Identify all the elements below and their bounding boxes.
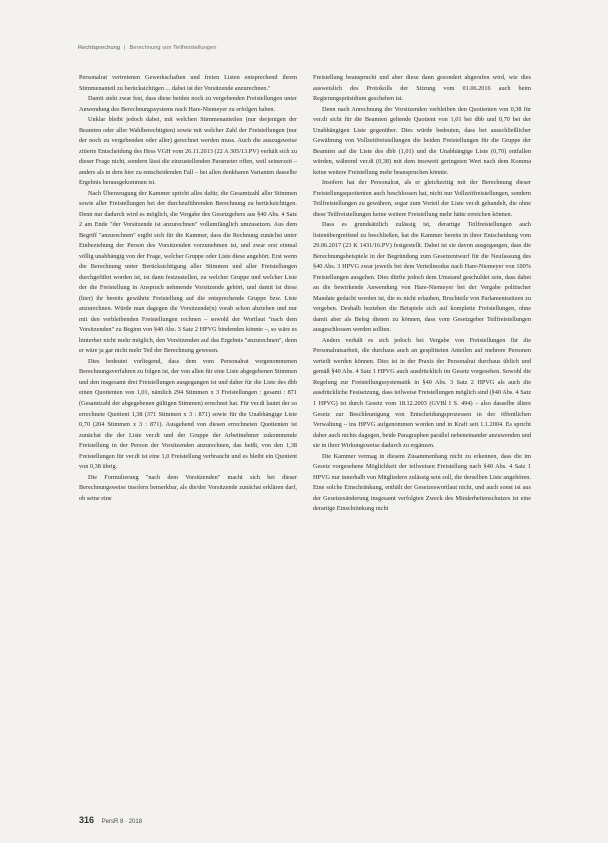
page-number: 316 (79, 815, 95, 825)
left-paragraph-2: Damit steht zwar fest, dass diese beiden noch zu vergebenden Freistellungen unter Anwendung des Berechnungssystems nach Hare-Niemeyer zu erfolgen haben. (79, 95, 297, 113)
running-head-section: Rechtsprechung (78, 45, 121, 51)
right-paragraph-2: Denn nach Anrechnung der Vorsitzenden verbleiben den Quotienten von 0,38 für ver.di sicht für die Beamten geltende Quotient von 1,01 bei dbb und 0,70 bei der Unabhängigen Liste gegenüber. Dies würde bedeuten, dass bei ausschließlicher Gewährung von Vollzeitfreistellungen die beiden Freistellungen für die Gruppe der Beamten auf die Liste des dbb (1,01) und die Unabhängige Liste (0,70) entfallen würden, während ver.di (0,38) mit dem insoweit geringsten Wert nach dem Komma keine weitere Freistellung mehr beanspruchen könnte. (313, 105, 531, 176)
running-head-title: Berechnung von Teilfreistellungen (129, 45, 217, 51)
right-paragraph-4: Dass es grundsätzlich zulässig ist, derartige Teilfreistellungen auch listenübergreifend zu beschließen, hat die Kammer bereits in ihrer Entscheidung vom 29.06.2017 (23 K 1431/16.PV) festgestellt. Dabei ist sie davon ausgegangen, dass die Berechnungsbeispiele in der Begründung zum Gesetzentwurf für die Neufassung des §40 Abs. 3 HPVG zwar jeweils bei dem Verteilmodus nach Hare-Niemeyer von 100% Freistellungen ausgehen. Dies dürfte jedoch dem Umstand geschuldet sein, dass dabei an die bewirkende Anwendung von Hare-Niemeyer bei der Vergabe politischer Mandate gedacht worden ist, die es nicht erlauben, Bruchteile von Parlamentssitzen zu vergeben. Deshalb beziehen die Beispiele sich auf komplette Freistellungen, ohne damit aber als Beleg dienen zu können, dass vom Gesetzgeber Teilfreistellungen ausgeschlossen werden sollten. (313, 221, 531, 334)
page-footer (79, 815, 142, 825)
right-paragraph-6: Die Kammer vermag in diesem Zusammenhang nicht zu erkennen, dass die im Gesetz vorgesehene Möglichkeit der teilweisen Freistellung nach §40 Abs. 4 Satz 1 HPVG nur innerhalb von Mitgliedern zulässig sein soll, die derselben Liste angehören. Eine solche Einschränkung, enthält der Gesetzeswortlaut nicht, und auch sonst ist aus der Gesetzesänderung insgesamt verfolgten Zweck des Minderheitenschutzes ist eine derartige Einschränkung nicht (313, 452, 531, 513)
running-head (78, 45, 217, 51)
right-paragraph-1: Freistellung beansprucht und aber diese dann gesondert abgerufen wird, wie dies ausweislich des Protokolls der Sitzung vom 01.06.2016 auch beim Regierungspräsidium geschehen ist. (313, 74, 531, 103)
left-column (79, 73, 297, 504)
right-paragraph-5: Anders verhält es sich jedoch bei Vergabe von Freistellungen für die Personalratsarbeit, die durchaus auch an gesplitteten Anteilen auf mehrere Personen verteilt werden können. Dies ist in der Praxis der Personalrat durchaus üblich und gemäß §40 Abs. 4 Satz 1 HPVG auch ausdrücklich im Gesetz vorgesehen. Sowohl die Regelung zur Freistellungssystematik in §40 Abs. 3 Satz 2 HPVG als auch die ausdrückliche Festsetzung, dass teilweise Freistellungen möglich sind (§40 Abs. 4 Satz 1 HPVG) ist durch Gesetz vom 18.12.2003 (GVBl I S. 494) – also dasselbe ältere Gesetz zur Beschleunigung von Entscheidungsprozessen in der öffentlichen Verwaltung – ins HPVG aufgenommen worden und in Kraft seit 1.1.2004. Es spricht daher auch nichts dagegen, beide Paragraphen parallel nebeneinander anzuwenden und sie in ihrer Wirkungsweise dadurch zu ergänzen. (313, 336, 531, 450)
right-column (313, 73, 531, 515)
left-paragraph-1: Personalrat vertretenen Gewerkschaften und freien Listen entsprechend ihrem Stimmenanteil zu berücksichtigen ... dabei ist der Vorsitzende anzurechnen." (79, 74, 297, 92)
left-paragraph-3: Unklar bleibt jedoch dabei, mit welchen Stimmenanteilen (nur derjenigen der Beamten oder aller Wahlberechtigten) sowie mit welcher Zahl der Freistellungen (nur der noch zu vergebenden oder aller) gerechnet werden muss. Auch die auszugsweise zitierte Entscheidung des Hess VGH vom 26.11.2013 (22 A 305/13.PV) verhält sich zu dieser Frage nicht, sondern lässt die einzustellenden Parameter offen, weil seinerzeit – anders als in dem hier zu entscheidenden Fall – bei allen denkbaren Varianten dasselbe Ergebnis herausgekommen ist. (79, 116, 297, 187)
issue-label: PersR 8 · 2018 (101, 819, 143, 825)
left-paragraph-5: Dies bedeutet vorliegend, dass dem vom Personalrat vorgenommenen Berechnungsverfahren zu folgen ist, der von allen für eine Liste abgegebenen Stimmen und den insgesamt drei Freistellungen ausgegangen ist und daher für die Liste des dbb einen Quotienten von 1,01, nämlich 294 Stimmen x 3 Freistellungen : gesamt : 871 (Gesamtzahl der abgegebenen gültigen Stimmen) errechnet hat. Für ver.di lautet der so errechnete Quotient 1,38 (371 Stimmen x 3 : 871) sowie für die Unabhängige Liste 0,70 (204 Stimmen x 3 : 871). Ausgehend von diesen errechneten Quotienten ist zunächst die der Liste ver.di und der Gruppe der Arbeitnehmer zukommende Freistellung in der Person der Vorsitzenden anzurechnen, das heißt, von den 1,38 Freistellungen für ver.di ist eine 1,0 Freistellung verbraucht und es bleibt ein Quotient von 0,38 übrig. (79, 357, 297, 471)
left-paragraph-4: Nach Überzeugung der Kammer spricht alles dafür, die Gesamtzahl aller Stimmen sowie aller Freistellungen bei der durchzuführenden Berechnung zu berücksichtigen. Denn nur dadurch wird es möglich, die Vorgabe des Gesetzgebers aus §40 Abs. 4 Satz 2 am Ende "der Vorsitzende ist anzurechnen" vollumfänglich umzusetzen. Aus dem Begriff "anzurechnen" ergibt sich für die Kammer, dass die Rechnung zunächst unter Einbeziehung der Person des Vorsitzenden vorzunehmen ist, und zwar erst einmal völlig unabhängig von der Frage, welcher Gruppe oder Liste diese angehört. Erst wenn die Berechnung unter Berücksichtigung aller Stimmen und aller Freistellungen durchgeführt worden ist, ist dann festzustellen, zu welcher Gruppe und welcher Liste der die Freistellung in Anspruch nehmende Vorsitzende gehört, und damit ist diese (hier) ihr bereits gewährte Freistellung auf die entsprechende Gruppe bzw. Liste anzurechnen. Würde man dagegen die Vorsitzende(n) vorab schon abziehen und nur mit den verbleibenden Freistellungen rechnen – sowohl der Wortlaut "nach dem Vorsitzenden" zu Beginn von §40 Abs. 3 Satz 2 HPVG bindenden könnte –, so wäre es hinterher nicht mehr möglich, den Vorsitzenden auf das Ergebnis "anzurechnen", denn er wäre ja gar nicht mehr Teil der Berechnung gewesen. (79, 189, 297, 355)
left-paragraph-6: Die Formulierung "nach dem Vorsitzenden" macht sich bei dieser Berechnungsweise insofern bemerkbar, als die/der Vorsitzende zunächst erklären darf, ob seine eine (79, 473, 297, 502)
running-head-separator: | (124, 45, 126, 51)
right-paragraph-3: Insofern hat der Personalrat, als er gleichzeitig mit der Berechnung dieser Freistellungsquotienten auch beschlossen hat, nicht nur Vollzeitfreistellungen, sondern Teilfreistellungen zu gewähren, sogar zum Vorteil der Liste ver.di gehandelt, die ohne diese Teilfreistellungen keine weitere Freistellung mehr hätte erreichen können. (313, 179, 531, 218)
